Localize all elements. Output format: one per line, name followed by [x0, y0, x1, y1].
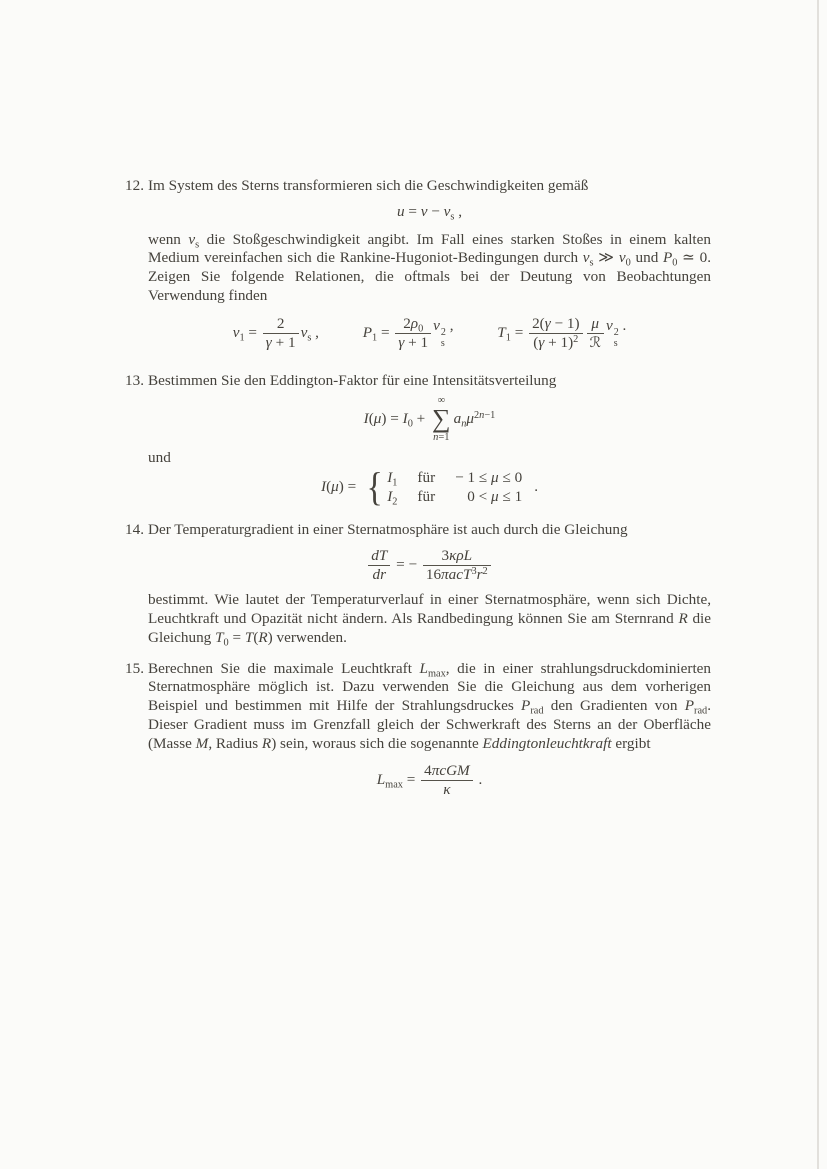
fraction-denominator: γ + 1: [395, 333, 431, 352]
equation-velocity-transform-text: $u = v - v_s$ ,: [396, 202, 463, 223]
fraction: [587, 315, 604, 352]
summation-lower-limit: n=1: [433, 432, 450, 444]
fraction-denominator: dr: [368, 565, 390, 584]
relation-P1-tail: v 2 s ,: [433, 317, 454, 350]
scan-edge-artifact: [817, 0, 819, 1169]
problem-12-intro: Im System des Sterns transformieren sich die Geschwindigkeiten gemäß: [148, 177, 589, 194]
problem-14-text: bestimmt. Wie lautet der Temperaturverlauf in einer Sternatmosphäre, wenn sich Dichte, Leuchtkraft und Opazität nicht ändern. Als Randbedingung können Sie am Sternrand R die Gleichung $T_0 = T(R)$ verwenden.: [148, 591, 711, 649]
summation: [432, 396, 451, 444]
problem-13: [125, 372, 711, 510]
cases-grid: [387, 469, 523, 508]
equation-cases-lhs: I(μ) =: [321, 477, 360, 495]
fraction-denominator: γ + 1: [263, 333, 299, 352]
equation-rankine-hugoniot-relations: [148, 315, 711, 352]
equation-series-lhs: $I(\mu) = I_0$ +: [363, 410, 430, 430]
fraction-numerator: μ: [591, 314, 600, 332]
fraction-denominator: $16\pi acT^3r^2$: [423, 565, 491, 584]
relation-P1: [363, 315, 454, 352]
relation-v1: [233, 315, 319, 352]
equation-eddington-luminosity: [148, 762, 711, 799]
fraction: [423, 547, 491, 584]
fraction-denominator: $(\gamma + 1)^2$: [529, 333, 582, 352]
problem-15-body: [148, 660, 711, 799]
infinity-symbol: ∞: [437, 394, 446, 406]
problem-15: [125, 660, 711, 799]
connector-word: und: [148, 448, 171, 466]
equation-intensity-cases: [148, 464, 711, 510]
problem-15-text: Berechnen Sie die maximale Leuchtkraft $L_{max}$, die in einer strahlungsdruckdominierten Sternatmosphäre möglich ist. Dazu verwenden Sie die Gleichung aus dem vorherigen Beispiel und bestimmen mit Hilfe der Strahlungsdruckes $P_{rad}$ den Gradienten von $P_{rad}$. Dieser Gradient muss im Grenzfall gleich der Schwerkraft des Sterns an der Oberfläche (Masse M, Radius R) sein, woraus sich die sogenannte Eddingtonleuchtkraft ergibt: [148, 659, 711, 752]
equation-eddington-tail: .: [474, 770, 483, 788]
relation-T1-lhs: $T_1$ =: [497, 323, 528, 344]
problem-14-body: [148, 521, 711, 647]
equation-temperature-gradient: [148, 547, 711, 584]
problem-15-number: 15.: [125, 659, 144, 677]
equation-series-rhs: $a_n\mu^{2n-1}$: [453, 410, 496, 430]
problem-13-intro: Bestimmen Sie den Eddington-Faktor für eine Intensitätsverteilung: [148, 371, 557, 389]
case-1-range: − 1 ≤ μ ≤ 0: [455, 469, 523, 487]
problem-13-number: 13.: [125, 371, 144, 389]
cases-punctuation: .: [534, 477, 538, 495]
fraction-numerator: 3κρL: [441, 547, 473, 565]
fraction: [395, 315, 431, 352]
problem-14-intro: Der Temperaturgradient in einer Sternatmosphäre ist auch durch die Gleichung: [148, 521, 628, 539]
relation-T1: [497, 315, 626, 352]
problem-13-body: [148, 372, 711, 510]
case-1-condition-word: für: [417, 469, 436, 487]
case-2-range: 0 < μ ≤ 1: [467, 487, 523, 505]
equation-intensity-series: [148, 396, 711, 444]
relation-P1-lhs: $P_1$ =: [362, 323, 394, 344]
case-2-value: $I_2$: [387, 487, 398, 508]
fraction-numerator: 4πcGM: [424, 761, 470, 779]
fraction: [263, 315, 299, 352]
fraction-numerator: 2(γ − 1): [532, 314, 580, 332]
equation-velocity-transform: [148, 203, 711, 222]
fraction: [529, 315, 582, 352]
relation-v1-lhs: $v_1$ =: [232, 323, 261, 344]
sigma-sum-symbol: ∑: [432, 404, 451, 434]
problem-12: [125, 177, 711, 360]
equation-gradient-mid: = −: [392, 556, 421, 574]
problem-14: [125, 521, 711, 647]
case-2-condition-word: für: [417, 487, 436, 505]
fraction-denominator: ℛ: [587, 333, 604, 352]
relation-v1-tail: $v_s$ ,: [300, 323, 319, 344]
relation-T1-tail: v 2 s .: [605, 317, 627, 350]
problem-12-number: 12.: [125, 177, 144, 194]
case-1-value: $I_1$: [387, 469, 398, 489]
fraction-denominator: κ: [421, 780, 473, 799]
problem-12-text: wenn $v_s$ die Stoßgeschwindigkeit angibt. Im Fall eines starken Stoßes in einem kalten Medium vereinfachen sich die Rankine-Hugoniot-Bedingungen durch $v_s$ ≫ $v_0$ und $P_0$ ≃ 0. Zeigen Sie folgende Relationen, die oftmals bei der Deutung von Beobachtungen Verwendung finden: [148, 230, 711, 304]
fraction: [421, 762, 473, 799]
problem-12-body: [148, 177, 711, 360]
fraction-numerator: $2\rho_0$: [403, 314, 424, 335]
fraction-numerator: dT: [371, 547, 388, 565]
problem-sheet-content: [125, 177, 711, 811]
cases-brace: {: [366, 464, 383, 510]
fraction: [368, 547, 390, 584]
equation-eddington-lhs: $L_{max}$ =: [376, 770, 420, 790]
problem-14-number: 14.: [125, 521, 144, 539]
fraction-numerator: 2: [276, 314, 285, 332]
